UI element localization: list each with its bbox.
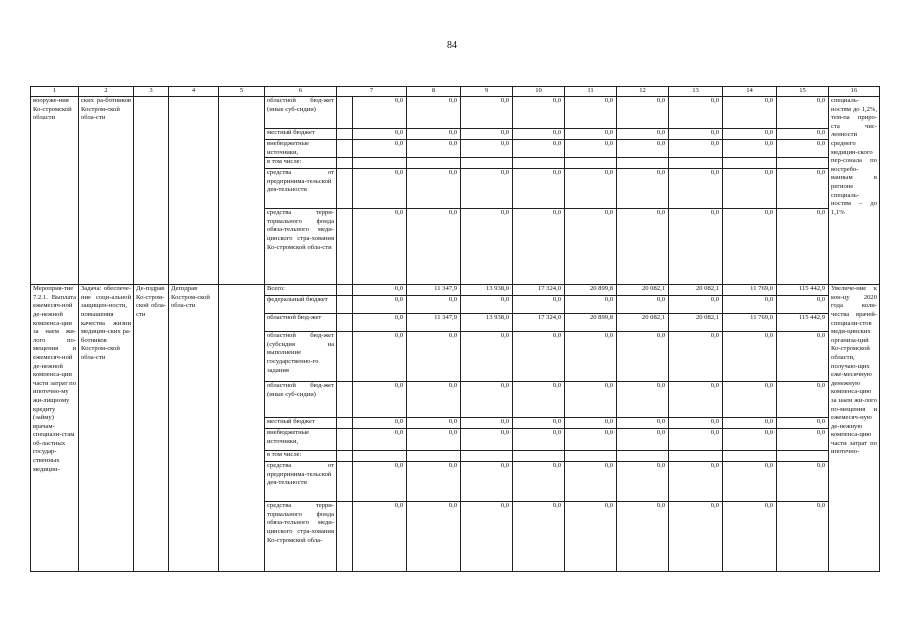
value-cell: 0,0: [617, 429, 669, 451]
value-cell: 0,0: [723, 129, 777, 140]
value-cell: 11 769,0: [723, 314, 777, 332]
funding-source: в том числе:: [265, 451, 337, 462]
value-cell: 0,0: [723, 382, 777, 418]
value-cell: 0,0: [513, 209, 565, 285]
funding-source: средства от предпринима-тельской дея-тельности: [265, 462, 337, 502]
value-cell: 0,0: [565, 296, 617, 314]
value-cell: 0,0: [461, 332, 513, 382]
value-cell: 0,0: [407, 140, 461, 158]
funding-source: областной бюд-жет (субсидия на выполнение государственно-го задания: [265, 332, 337, 382]
value-cell: 0,0: [669, 129, 723, 140]
value-cell: 20 082,1: [669, 285, 723, 296]
value-cell: 0,0: [617, 332, 669, 382]
funding-source: средства терри-ториального фонда обяза-тельного меди-цинского стра-хования Ко-стромской обла-: [265, 502, 337, 572]
value-cell: 0,0: [777, 382, 829, 418]
funding-source: в том числе:: [265, 158, 337, 169]
funding-source: внебюджетные источники,: [265, 429, 337, 451]
value-cell: 0,0: [669, 462, 723, 502]
funding-source: областной бюд-жет (иные суб-сидии): [265, 382, 337, 418]
header-cell: 12: [617, 87, 669, 97]
value-cell: 0,0: [723, 97, 777, 129]
value-cell: 0,0: [669, 169, 723, 209]
value-cell: 0,0: [723, 332, 777, 382]
funding-source: областной бюд-жет: [265, 314, 337, 332]
value-cell: 0,0: [407, 418, 461, 429]
value-cell: 0,0: [353, 382, 407, 418]
value-cell: 0,0: [513, 140, 565, 158]
value-cell: 0,0: [407, 169, 461, 209]
value-cell: 0,0: [353, 97, 407, 129]
value-cell: 0,0: [513, 462, 565, 502]
value-cell: 0,0: [669, 97, 723, 129]
header-cell: 11: [565, 87, 617, 97]
value-cell: 0,0: [723, 296, 777, 314]
spacer-cell: [337, 382, 353, 418]
funding-source: средства терри-ториального фонда обяза-тельного меди-цинского стра-хования Ко-стромской обла-сти: [265, 209, 337, 285]
spacer-cell: [337, 462, 353, 502]
value-cell: [617, 158, 669, 169]
coexecutor: Депздрав Костром-ской обла-сти: [169, 285, 219, 572]
value-cell: 0,0: [353, 296, 407, 314]
value-cell: 0,0: [353, 502, 407, 572]
coexecutor: [169, 97, 219, 285]
value-cell: 0,0: [723, 418, 777, 429]
value-cell: 0,0: [565, 462, 617, 502]
header-cell: 13: [669, 87, 723, 97]
value-cell: 0,0: [777, 332, 829, 382]
budget-table: [30, 86, 880, 572]
value-cell: 0,0: [353, 462, 407, 502]
value-cell: 0,0: [513, 382, 565, 418]
value-cell: 0,0: [617, 418, 669, 429]
value-cell: [353, 158, 407, 169]
spacer-cell: [337, 314, 353, 332]
funding-source: областной бюд-жет (иные суб-сидии): [265, 97, 337, 129]
value-cell: 0,0: [617, 382, 669, 418]
value-cell: 0,0: [617, 97, 669, 129]
value-cell: 0,0: [723, 462, 777, 502]
value-cell: 13 938,0: [461, 314, 513, 332]
value-cell: 0,0: [669, 418, 723, 429]
funding-source: местный бюджет: [265, 418, 337, 429]
value-cell: 0,0: [513, 129, 565, 140]
spacer-cell: [337, 158, 353, 169]
value-cell: 0,0: [513, 97, 565, 129]
value-cell: 0,0: [617, 502, 669, 572]
funding-source: местный бюджет: [265, 129, 337, 140]
header-cell: 4: [169, 87, 219, 97]
table-row: [31, 97, 880, 129]
value-cell: 0,0: [669, 332, 723, 382]
value-cell: 0,0: [777, 429, 829, 451]
spacer-cell: [337, 451, 353, 462]
value-cell: 17 324,0: [513, 314, 565, 332]
value-cell: 0,0: [461, 209, 513, 285]
value-cell: 0,0: [353, 285, 407, 296]
value-cell: 0,0: [353, 209, 407, 285]
value-cell: 0,0: [777, 97, 829, 129]
period: [219, 97, 265, 285]
value-cell: 0,0: [513, 502, 565, 572]
value-cell: 20 899,8: [565, 285, 617, 296]
table-row: [31, 285, 880, 296]
task-description: ских ра-ботников Костром-ской обла-сти: [79, 97, 134, 285]
value-cell: 0,0: [461, 418, 513, 429]
value-cell: 0,0: [617, 296, 669, 314]
value-cell: 0,0: [353, 429, 407, 451]
value-cell: 0,0: [513, 296, 565, 314]
value-cell: 0,0: [723, 140, 777, 158]
value-cell: 0,0: [461, 140, 513, 158]
header-cell: 8: [407, 87, 461, 97]
value-cell: 0,0: [565, 140, 617, 158]
value-cell: [617, 451, 669, 462]
header-cell: 2: [79, 87, 134, 97]
value-cell: 0,0: [513, 418, 565, 429]
value-cell: 11 769,0: [723, 285, 777, 296]
value-cell: [723, 451, 777, 462]
value-cell: 11 347,9: [407, 314, 461, 332]
value-cell: 0,0: [777, 502, 829, 572]
header-cell: 15: [777, 87, 829, 97]
spacer-cell: [337, 418, 353, 429]
funding-source: внебюджетные источники,: [265, 140, 337, 158]
expected-result: Увеличе-ние к кон-цу 2020 года коли-чества врачей-специали-стов меди-цинских организа-ций Ко-стромской области, получаю-щих еже-месячную денежную компенса-цию за наем жи-лого по-мещения и ежемесяч-ную де-нежную компенса-цию части затрат по ипотечно-: [829, 285, 880, 572]
value-cell: [461, 451, 513, 462]
value-cell: 13 938,0: [461, 285, 513, 296]
value-cell: 0,0: [461, 169, 513, 209]
value-cell: 0,0: [461, 129, 513, 140]
value-cell: 0,0: [617, 140, 669, 158]
value-cell: 0,0: [777, 140, 829, 158]
value-cell: 0,0: [777, 418, 829, 429]
value-cell: 0,0: [565, 502, 617, 572]
value-cell: 0,0: [565, 429, 617, 451]
spacer-cell: [337, 97, 353, 129]
value-cell: 0,0: [461, 296, 513, 314]
value-cell: 0,0: [565, 418, 617, 429]
funding-source: федеральный бюджет: [265, 296, 337, 314]
value-cell: 0,0: [461, 502, 513, 572]
value-cell: [777, 451, 829, 462]
measure-name: вооруже-ния Ко-стромской области: [31, 97, 79, 285]
spacer-cell: [337, 296, 353, 314]
header-cell: 1: [31, 87, 79, 97]
value-cell: [669, 451, 723, 462]
header-cell: 10: [513, 87, 565, 97]
value-cell: 0,0: [617, 209, 669, 285]
header-cell: 9: [461, 87, 513, 97]
header-cell: 5: [219, 87, 265, 97]
value-cell: 0,0: [353, 314, 407, 332]
value-cell: [565, 158, 617, 169]
value-cell: 0,0: [565, 129, 617, 140]
value-cell: 0,0: [565, 209, 617, 285]
spacer-cell: [337, 209, 353, 285]
value-cell: 0,0: [777, 296, 829, 314]
value-cell: 0,0: [353, 418, 407, 429]
value-cell: [353, 451, 407, 462]
value-cell: 0,0: [669, 209, 723, 285]
value-cell: 20 899,8: [565, 314, 617, 332]
value-cell: 0,0: [669, 140, 723, 158]
value-cell: 0,0: [407, 129, 461, 140]
funding-source: Всего:: [265, 285, 337, 296]
executor: [134, 97, 169, 285]
value-cell: 0,0: [617, 462, 669, 502]
header-cell: 6: [265, 87, 337, 97]
value-cell: 0,0: [669, 296, 723, 314]
value-cell: 0,0: [669, 429, 723, 451]
spacer-cell: [337, 140, 353, 158]
spacer-cell: [337, 169, 353, 209]
value-cell: [407, 158, 461, 169]
value-cell: 0,0: [407, 97, 461, 129]
value-cell: 0,0: [407, 429, 461, 451]
value-cell: 0,0: [513, 332, 565, 382]
value-cell: 0,0: [353, 129, 407, 140]
value-cell: 0,0: [565, 97, 617, 129]
value-cell: 0,0: [723, 209, 777, 285]
header-cell: 7: [337, 87, 407, 97]
value-cell: 0,0: [407, 332, 461, 382]
value-cell: 0,0: [723, 429, 777, 451]
value-cell: 0,0: [777, 462, 829, 502]
spacer-cell: [337, 429, 353, 451]
period: [219, 285, 265, 572]
value-cell: [461, 158, 513, 169]
value-cell: 0,0: [407, 209, 461, 285]
value-cell: 0,0: [407, 296, 461, 314]
spacer-cell: [337, 332, 353, 382]
spacer-cell: [337, 285, 353, 296]
value-cell: 11 347,9: [407, 285, 461, 296]
value-cell: [777, 158, 829, 169]
spacer-cell: [337, 502, 353, 572]
funding-source: средства от предпринима-тельской дея-тельности: [265, 169, 337, 209]
value-cell: [565, 451, 617, 462]
value-cell: 20 082,1: [617, 285, 669, 296]
page-number: 84: [447, 40, 457, 51]
value-cell: 0,0: [669, 382, 723, 418]
value-cell: 0,0: [513, 169, 565, 209]
value-cell: 0,0: [353, 332, 407, 382]
value-cell: 0,0: [617, 169, 669, 209]
value-cell: 0,0: [353, 169, 407, 209]
value-cell: [723, 158, 777, 169]
header-cell: 14: [723, 87, 777, 97]
value-cell: 0,0: [777, 169, 829, 209]
value-cell: 115 442,9: [777, 285, 829, 296]
value-cell: 0,0: [353, 140, 407, 158]
value-cell: 0,0: [617, 129, 669, 140]
value-cell: [513, 158, 565, 169]
header-cell: 16: [829, 87, 880, 97]
value-cell: 0,0: [565, 382, 617, 418]
value-cell: [513, 451, 565, 462]
value-cell: 17 324,0: [513, 285, 565, 296]
value-cell: 0,0: [407, 462, 461, 502]
value-cell: [669, 158, 723, 169]
value-cell: 115 442,9: [777, 314, 829, 332]
value-cell: 0,0: [513, 429, 565, 451]
measure-name: Мероприя-тие 7.2.1. Выплата ежемесяч-ной де-нежной компенса-ции за наем жи-лого по-мещения и ежемесяч-ной де-нежной компенса-ции части затрат по ипотечно-му жи-лищному кредиту (займу) врачам-специали-стам об-ластных государ-ственных медицин-: [31, 285, 79, 572]
task-description: Задача: обеспече-ние соци-альной защищен-ности, повышения качества жизни медицин-ских ра-ботников Костром-ской обла-сти: [79, 285, 134, 572]
value-cell: 0,0: [723, 169, 777, 209]
value-cell: 0,0: [407, 502, 461, 572]
value-cell: 0,0: [777, 209, 829, 285]
value-cell: 0,0: [461, 462, 513, 502]
spacer-cell: [337, 129, 353, 140]
header-cell: 3: [134, 87, 169, 97]
value-cell: 0,0: [565, 332, 617, 382]
value-cell: 0,0: [565, 169, 617, 209]
value-cell: 0,0: [461, 429, 513, 451]
value-cell: 0,0: [723, 502, 777, 572]
value-cell: 0,0: [461, 382, 513, 418]
value-cell: 0,0: [461, 97, 513, 129]
value-cell: 20 082,1: [617, 314, 669, 332]
executor: Де-пздрав Ко-стром-ской обла-сти: [134, 285, 169, 572]
value-cell: 0,0: [669, 502, 723, 572]
value-cell: 0,0: [777, 129, 829, 140]
value-cell: 20 082,1: [669, 314, 723, 332]
value-cell: [407, 451, 461, 462]
expected-result: специаль-ностям до 1,2%, тем-па приро-ста чис-ленности среднего медицин-ского пер-сонала по востребо-ванным в регионе специаль-ностям – до 1,1%: [829, 97, 880, 285]
value-cell: 0,0: [407, 382, 461, 418]
